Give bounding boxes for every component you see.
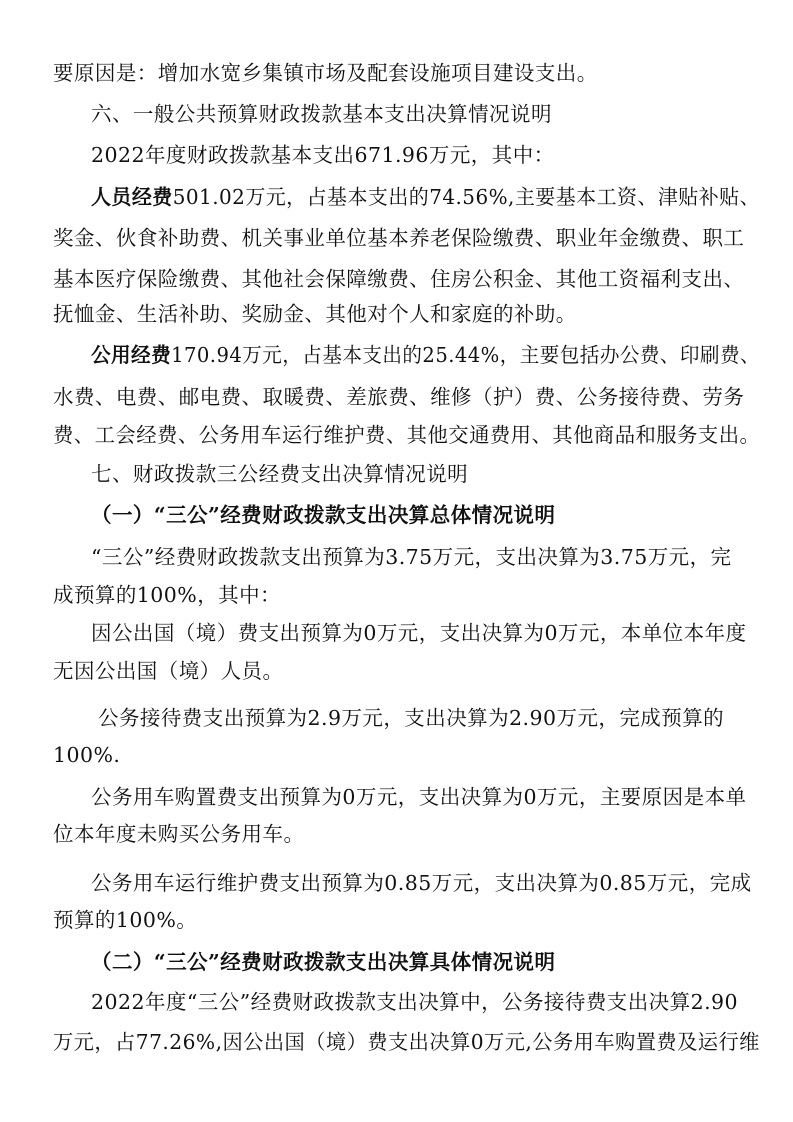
text-line: 成预算的100%，其中： (53, 583, 282, 607)
subsection-heading: （二）“三公”经费财政拨款支出决算具体情况说明 (91, 950, 556, 974)
text-line: 公务用车购置费支出预算为0万元，支出决算为0万元，主要原因是本单 (91, 785, 747, 809)
text-line (91, 341, 760, 369)
bold-term: 公用经费 (91, 343, 172, 367)
text-line: 基本医疗保险缴费、其他社会保障缴费、住房公积金、其他工资福利支出、 (53, 267, 745, 291)
text-line: 无因公出国（境）人员。 (53, 659, 284, 683)
text-line: 费、工会经费、公务用车运行维护费、其他交通费用、其他商品和服务支出。 (53, 423, 761, 447)
text-run: 501.02万元，占基本支出的74.56%,主要基本工资、津贴补贴、 (172, 185, 761, 209)
text-line: “三公”经费财政拨款支出预算为3.75万元，支出决算为3.75万元，完 (91, 545, 732, 569)
text-line: 2022年度“三公”经费财政拨款支出决算中，公务接待费支出决算2.90 (91, 990, 739, 1014)
bold-term: 人员经费 (91, 185, 173, 209)
text-run: 170.94万元，占基本支出的25.44%，主要包括办公费、印刷费、 (171, 343, 761, 367)
subsection-heading: （一）“三公”经费财政拨款支出决算总体情况说明 (91, 503, 556, 527)
text-line: 位本年度未购买公务用车。 (53, 822, 305, 846)
text-line (91, 183, 760, 211)
text-line: 奖金、伙食补助费、机关事业单位基本养老保险缴费、职业年金缴费、职工 (53, 226, 745, 250)
section-heading: 七、财政拨款三公经费支出决算情况说明 (91, 462, 469, 486)
section-heading: 六、一般公共预算财政拨款基本支出决算情况说明 (91, 102, 552, 126)
text-line: 万元，占77.26%,因公出国（境）费支出决算0万元,公务用车购置费及运行维 (53, 1030, 760, 1054)
text-line: 因公出国（境）费支出预算为0万元，支出决算为0万元，本单位本年度 (91, 621, 747, 645)
text-line: 公务接待费支出预算为2.9万元，支出决算为2.90万元，完成预算的 (98, 706, 725, 730)
text-line: 2022年度财政拨款基本支出671.96万元，其中： (91, 143, 555, 167)
text-line: 预算的100%。 (53, 908, 198, 932)
text-line: 要原因是：增加水宽乡集镇市场及配套设施项目建设支出。 (53, 61, 598, 85)
text-line: 公务用车运行维护费支出预算为0.85万元，支出决算为0.85万元，完成 (91, 871, 752, 895)
text-line: 100%. (53, 743, 121, 767)
text-line: 水费、电费、邮电费、取暖费、差旅费、维修（护）费、公务接待费、劳务 (53, 385, 745, 409)
text-line: 抚恤金、生活补助、奖励金、其他对个人和家庭的补助。 (53, 302, 577, 326)
